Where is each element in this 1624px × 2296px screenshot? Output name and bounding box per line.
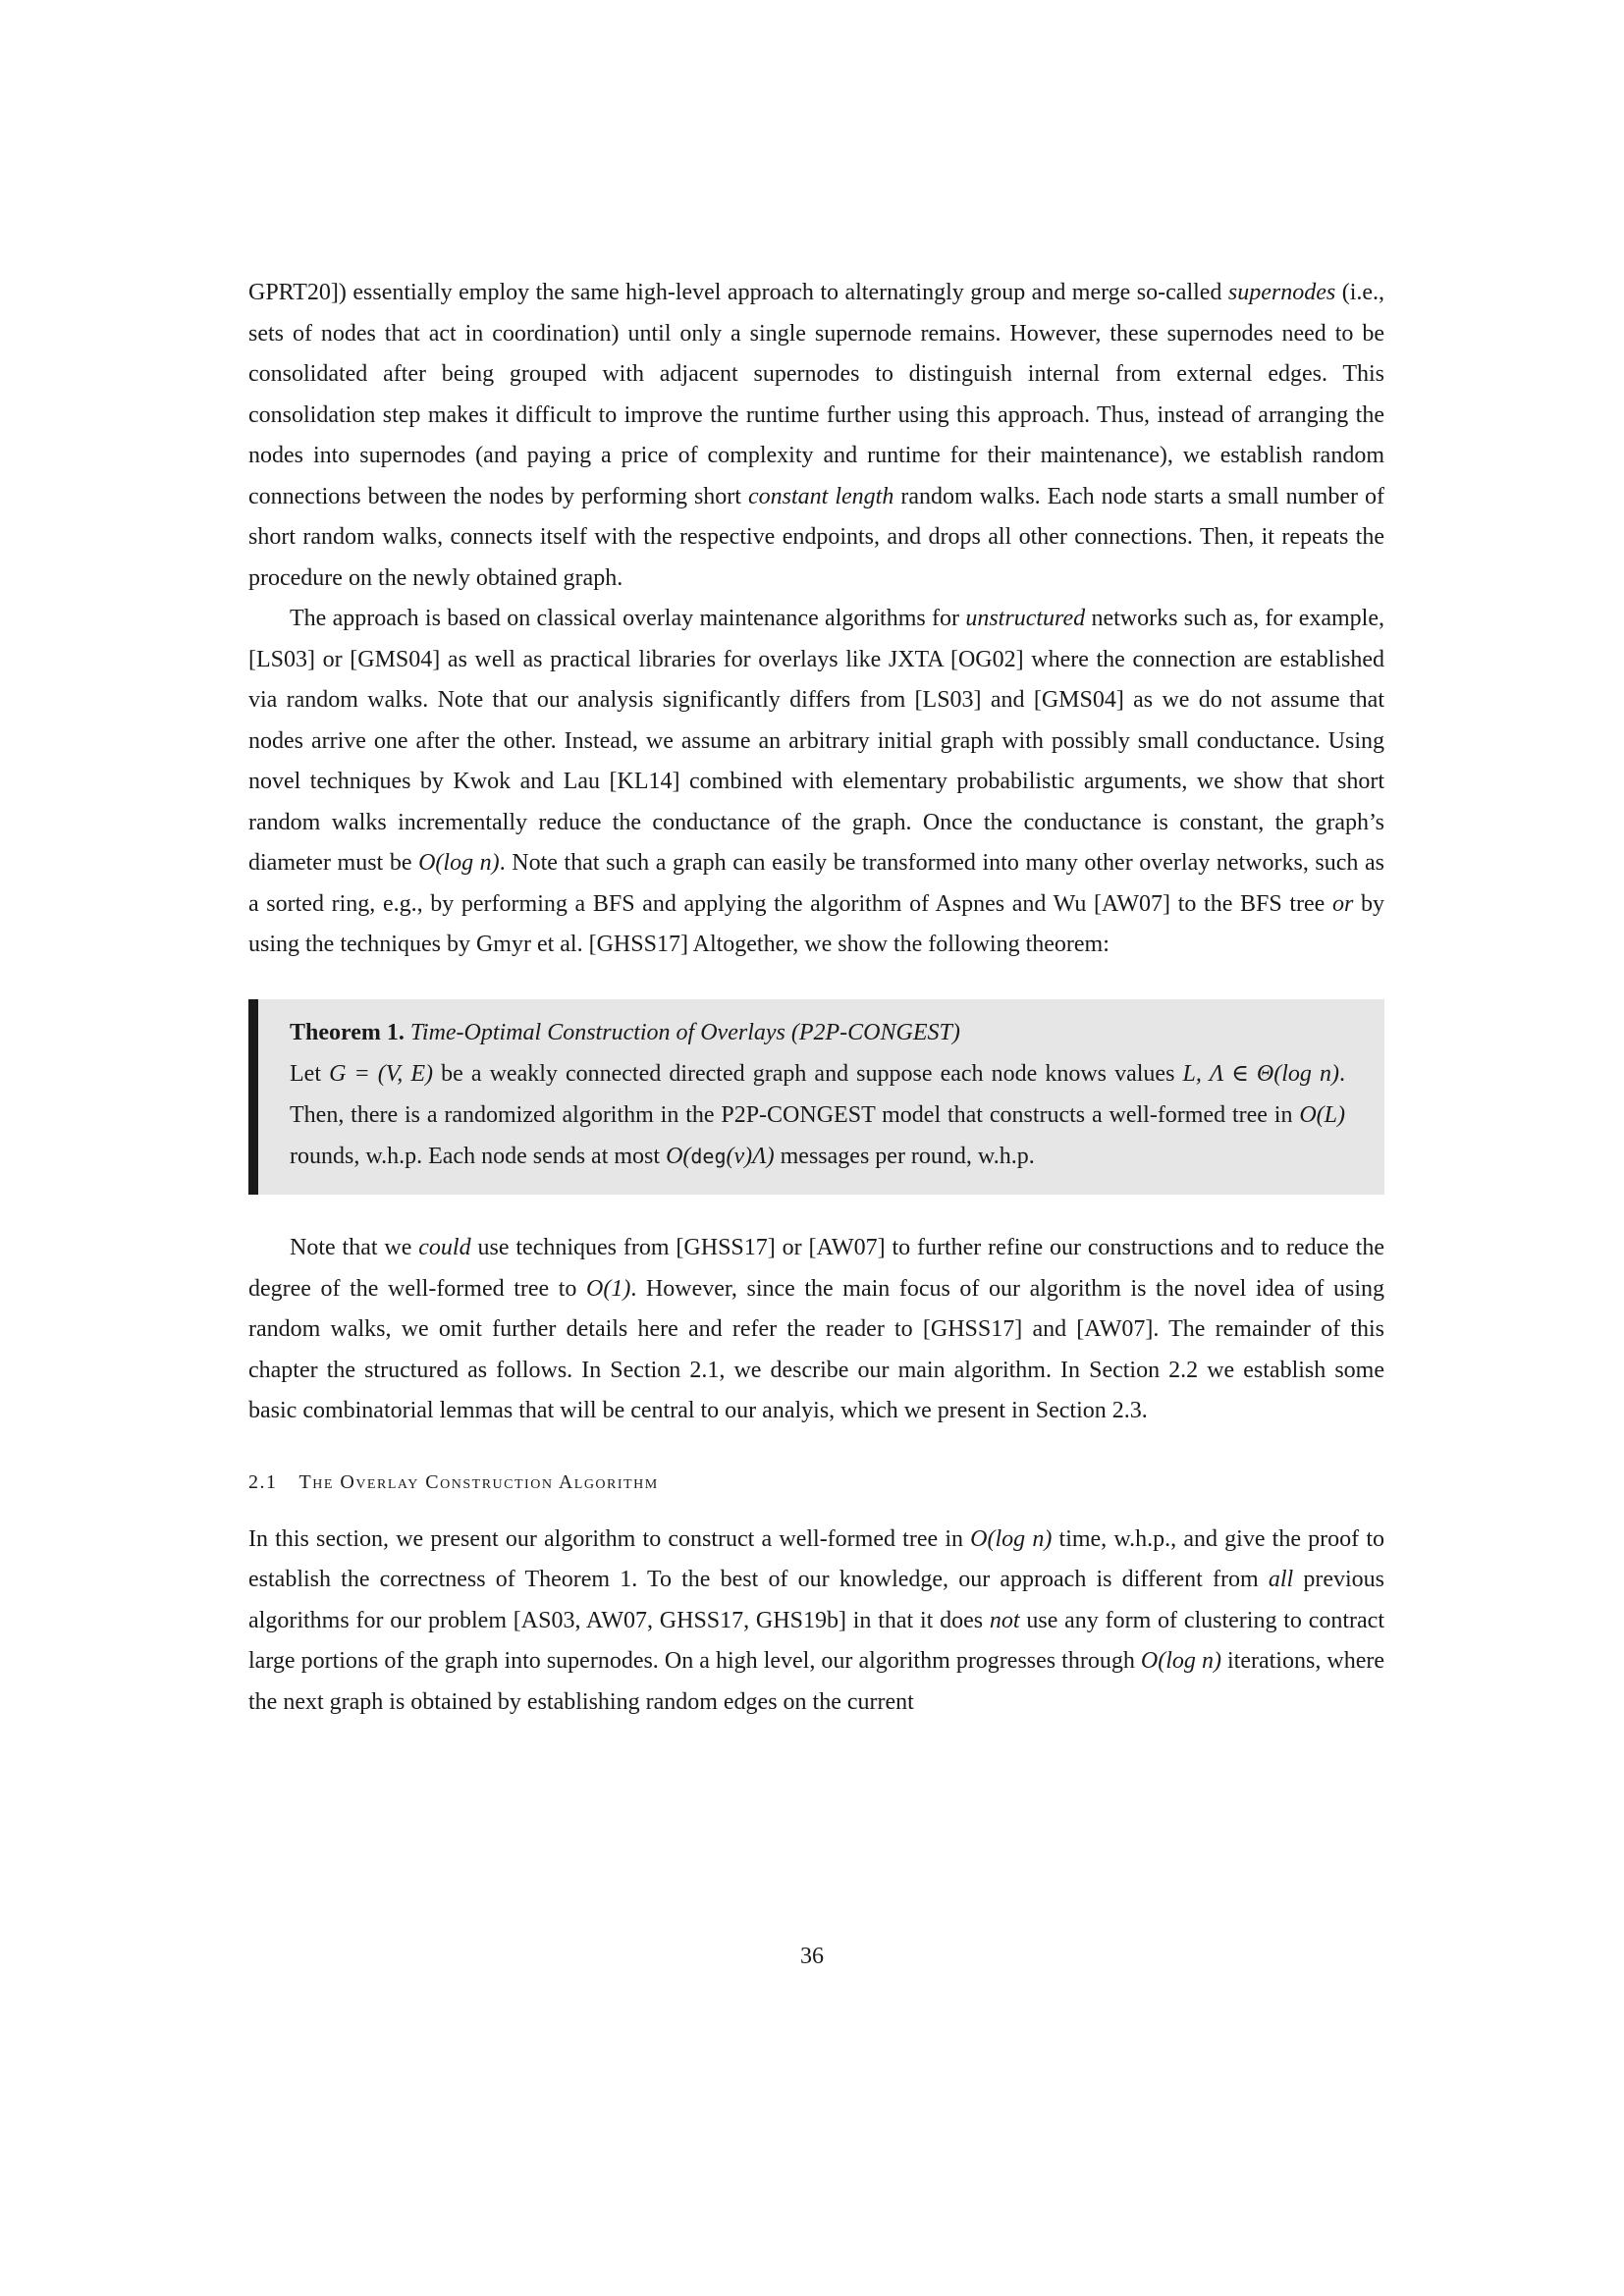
page-content xyxy=(248,273,1384,1723)
theorem-body xyxy=(290,1053,1345,1177)
section-heading xyxy=(248,1471,1384,1494)
theorem-label: Theorem 1. xyxy=(290,1019,405,1045)
theorem-box xyxy=(248,999,1384,1196)
section-number: 2.1 xyxy=(248,1470,278,1493)
paragraph-supernodes: GPRT20]) essentially employ the same high-level approach to alternatingly group and merge so-called supernodes (i.e., sets of nodes that act in coordination) until only a single supernode remains. However, these supernodes need to be consolidated after being grouped with adjacent supernodes to distinguish internal from external edges. This consolidation step makes it difficult to improve the runtime further using this approach. Thus, instead of arranging the nodes into supernodes (and paying a price of complexity and runtime for their maintenance), we establish random connections between the nodes by performing short constant length random walks. Each node starts a small number of short random walks, connects itself with the respective endpoints, and drops all other connections. Then, it repeats the procedure on the newly obtained graph. xyxy=(248,280,1385,591)
theorem-title: Time-Optimal Construction of Overlays (P2P-CONGEST) xyxy=(409,1019,960,1045)
theorem-statement: Let G = (V, E) be a weakly connected directed graph and suppose each node knows values L, Λ ∈ Θ(log n). Then, there is a randomized algorithm in the P2P-CONGEST model that constructs a well-formed tree in O(L) rounds, w.h.p. Each node sends at most O(deg(v)Λ) messages per round, w.h.p. xyxy=(290,1061,1345,1169)
paragraph-section-intro: In this section, we present our algorithm to construct a well-formed tree in O(log n) time, w.h.p., and give the proof to establish the correctness of Theorem 1. To the best of our knowledge, our approach is different from all previous algorithms for our problem [AS03, AW07, GHSS17, GHS19b] in that it does not use any form of clustering to contract large portions of the graph into supernodes. On a high level, our algorithm progresses through O(log n) iterations, where the next graph is obtained by establishing random edges on the current xyxy=(248,1525,1385,1715)
paragraph-note: Note that we could use techniques from [GHSS17] or [AW07] to further refine our constructions and to reduce the degree of the well-formed tree to O(1). However, since the main focus of our algorithm is the novel idea of using random walks, we omit further details here and refer the reader to [GHSS17] and [AW07]. The remainder of this chapter the structured as follows. In Section 2.1, we describe our main algorithm. In Section 2.2 we establish some basic combinatorial lemmas that will be central to our analyis, which we present in Section 2.3. xyxy=(248,1235,1384,1423)
page-number: 36 xyxy=(800,1944,824,1969)
section-title: The Overlay Construction Algorithm xyxy=(298,1470,659,1493)
paragraph-approach: The approach is based on classical overlay maintenance algorithms for unstructured networks such as, for example, [LS03] or [GMS04] as well as practical libraries for overlays like JXTA [OG02] where the connection are established via random walks. Note that our analysis significantly differs from [LS03] and [GMS04] as we do not assume that nodes arrive one after the other. Instead, we assume an arbitrary initial graph with possibly small conductance. Using novel techniques by Kwok and Lau [KL14] combined with elementary probabilistic arguments, we show that short random walks incrementally reduce the conductance of the graph. Once the conductance is constant, the graph’s diameter must be O(log n). Note that such a graph can easily be transformed into many other overlay networks, such as a sorted ring, e.g., by performing a BFS and applying the algorithm of Aspnes and Wu [AW07] to the BFS tree or by using the techniques by Gmyr et al. [GHSS17] Altogether, we show the following theorem: xyxy=(248,606,1385,957)
theorem-heading xyxy=(290,1013,1345,1054)
